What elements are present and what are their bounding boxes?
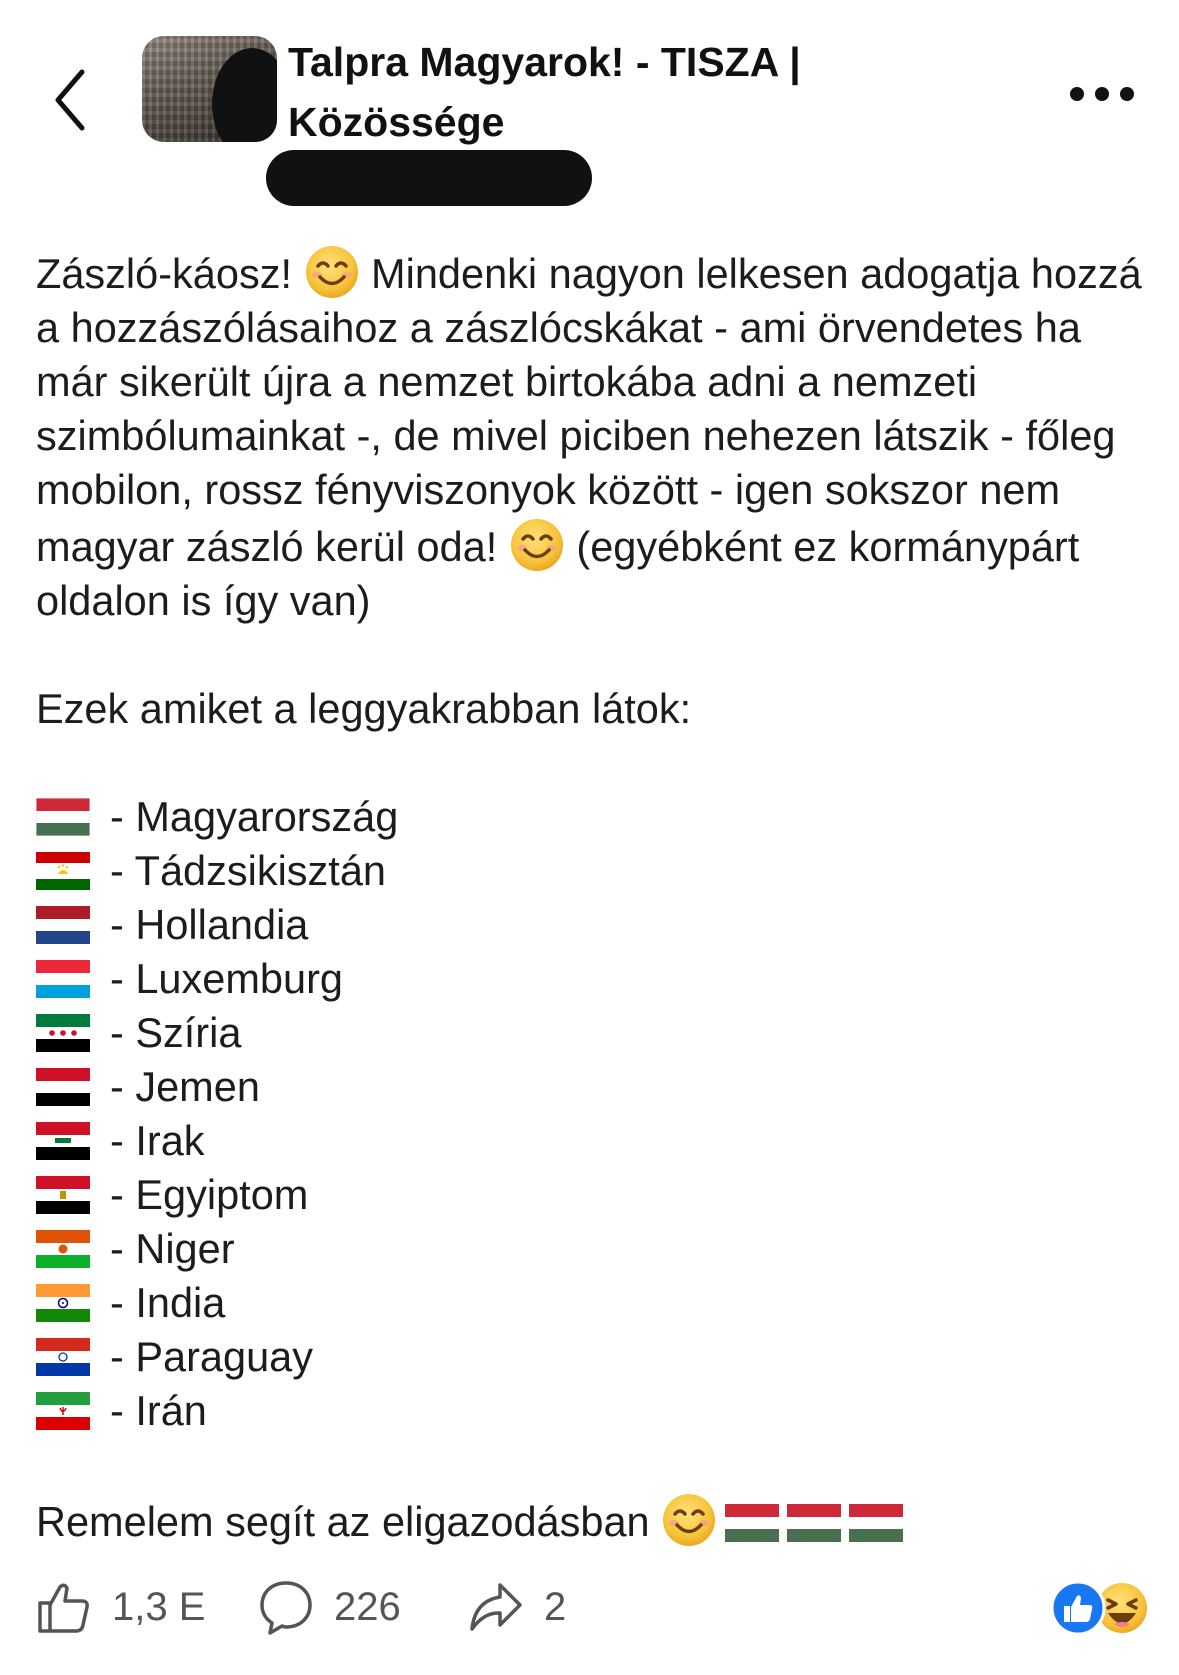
netherlands-flag-icon — [36, 906, 90, 944]
comment-button[interactable] — [258, 1579, 401, 1635]
list-item: - Niger — [36, 1222, 1146, 1276]
india-flag-icon — [36, 1284, 90, 1322]
luxembourg-flag-icon — [36, 960, 90, 998]
iraq-flag-icon — [36, 1122, 90, 1160]
list-item: - Irán — [36, 1384, 1146, 1438]
hungary-flag-icon — [36, 798, 90, 836]
thumbs-up-icon — [36, 1579, 92, 1635]
hungary-flag-icon — [725, 1504, 779, 1542]
share-button[interactable] — [468, 1579, 566, 1635]
list-item: - India — [36, 1276, 1146, 1330]
list-item: - Szíria — [36, 1006, 1146, 1060]
list-item: - Hollandia — [36, 898, 1146, 952]
list-item: - Magyarország — [36, 790, 1146, 844]
paraguay-flag-icon — [36, 1338, 90, 1376]
post-actions-bar — [0, 1565, 1179, 1645]
list-item: - Paraguay — [36, 1330, 1146, 1384]
reactions-summary[interactable] — [1050, 1580, 1160, 1636]
share-arrow-icon — [468, 1579, 524, 1635]
post-closing: Remelem segít az eligazodásban — [36, 1492, 1146, 1549]
post-subheading: Ezek amiket a leggyakrabban látok: — [36, 685, 692, 732]
comment-bubble-icon — [258, 1579, 314, 1635]
list-item: - Tádzsikisztán — [36, 844, 1146, 898]
post-body — [36, 244, 1146, 1549]
chevron-left-icon — [46, 62, 96, 138]
like-count: 1,3 E — [112, 1584, 206, 1629]
post-header — [0, 0, 1179, 220]
like-reaction-icon — [1050, 1580, 1106, 1636]
list-item: - Irak — [36, 1114, 1146, 1168]
smiling-face-emoji-icon — [509, 517, 565, 573]
share-count: 2 — [544, 1584, 567, 1629]
back-button[interactable] — [46, 62, 96, 138]
list-item: - Jemen — [36, 1060, 1146, 1114]
list-item: - Egyiptom — [36, 1168, 1146, 1222]
comment-count: 226 — [334, 1584, 401, 1629]
yemen-flag-icon — [36, 1068, 90, 1106]
group-avatar[interactable] — [142, 36, 277, 142]
syria-flag-icon — [36, 1014, 90, 1052]
niger-flag-icon — [36, 1230, 90, 1268]
tajikistan-flag-icon — [36, 852, 90, 890]
more-horizontal-icon — [1095, 87, 1109, 101]
hungary-flag-icon — [787, 1504, 841, 1542]
more-horizontal-icon — [1070, 87, 1084, 101]
post-intro: Zászló-káosz! Mindenki nagyon lelkesen adogatja hozzá a hozzászólásaihoz a zászlócskákat - ami örvendetes ha már sikerült újra a nemzet birtokába adni a nemzeti szimbólumainkat -, de mivel piciben nehezen látszik - főleg mobilon, rossz fényviszonyok között - igen sokszor nem magyar zászló kerül oda! (egyébként ez kormánypárt oldalon is így van) — [36, 244, 1146, 628]
hungary-flag-icon — [849, 1504, 903, 1542]
egypt-flag-icon — [36, 1176, 90, 1214]
smiling-face-emoji-icon — [661, 1492, 717, 1548]
redacted-author-name — [266, 150, 592, 206]
iran-flag-icon — [36, 1392, 90, 1430]
more-options-button[interactable] — [1070, 80, 1134, 108]
smiling-face-emoji-icon — [304, 244, 360, 300]
list-item: - Luxemburg — [36, 952, 1146, 1006]
like-button[interactable] — [36, 1579, 205, 1635]
more-horizontal-icon — [1120, 87, 1134, 101]
flag-list — [36, 790, 1146, 1438]
group-title[interactable]: Talpra Magyarok! - TISZA | Közössége — [288, 39, 801, 145]
